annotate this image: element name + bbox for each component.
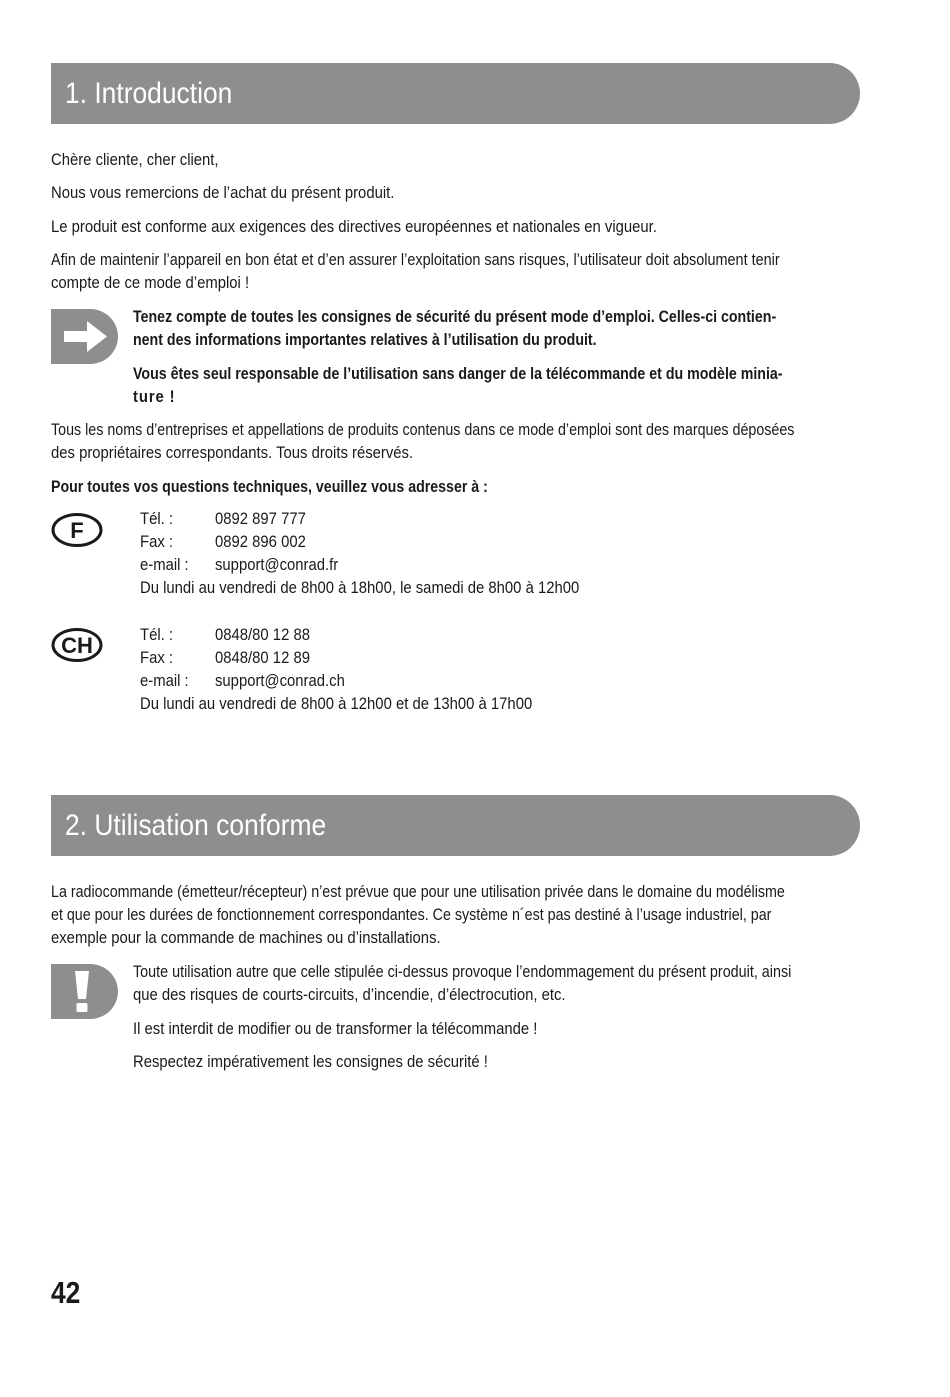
france-badge-icon: [51, 512, 103, 548]
usage-text-line1: La radiocommande (émetteur/récepteur) n’est prévue que pour une utilisation privée dans le domaine du modélisme: [51, 883, 785, 901]
ch-email-label: e-mail :: [140, 672, 189, 690]
ch-email-value: support@conrad.ch: [215, 672, 345, 690]
section-header-introduction: [51, 63, 860, 124]
usage-text-line3: exemple pour la commande de machines ou d’installations.: [51, 929, 441, 947]
thanks-text: Nous vous remercions de l’achat du présent produit.: [51, 184, 395, 202]
ch-fax-label: Fax :: [140, 649, 174, 667]
note-safety-line1: Tenez compte de toutes les consignes de sécurité du présent mode d’emploi. Celles-ci contien-: [133, 308, 777, 326]
section-header-utilisation: [51, 795, 860, 856]
maintain-text-line2: compte de ce mode d’emploi !: [51, 274, 250, 292]
fr-email-value: support@conrad.fr: [215, 556, 339, 574]
fr-tel-label: Tél. :: [140, 510, 174, 528]
arrow-right-icon: [51, 309, 118, 364]
page-number: 42: [51, 1275, 81, 1310]
fr-tel-value: 0892 897 777: [215, 510, 306, 528]
fr-fax-value: 0892 896 002: [215, 533, 306, 551]
ch-tel-label: Tél. :: [140, 626, 174, 644]
france-badge-label: F: [70, 518, 84, 543]
note-responsibility-line2: ture !: [133, 388, 176, 406]
ch-hours: Du lundi au vendredi de 8h00 à 12h00 et de 13h00 à 17h00: [140, 695, 533, 713]
note-responsibility-line1: Vous êtes seul responsable de l’utilisation sans danger de la télécommande et du modèle minia-: [133, 365, 783, 383]
conformity-text: Le produit est conforme aux exigences des directives européennes et nationales en vigueur.: [51, 218, 657, 236]
warning-misuse-line2: que des risques de courts-circuits, d’incendie, d’électrocution, etc.: [133, 986, 566, 1004]
trademark-text-line2: des propriétaires correspondants. Tous droits réservés.: [51, 444, 414, 462]
greeting-text: Chère cliente, cher client,: [51, 151, 219, 169]
ch-tel-value: 0848/80 12 88: [215, 626, 310, 644]
fr-fax-label: Fax :: [140, 533, 174, 551]
questions-heading: Pour toutes vos questions techniques, veuillez vous adresser à :: [51, 478, 488, 496]
ch-fax-value: 0848/80 12 89: [215, 649, 310, 667]
fr-email-label: e-mail :: [140, 556, 189, 574]
section-title: 1. Introduction: [65, 76, 233, 110]
fr-hours: Du lundi au vendredi de 8h00 à 18h00, le samedi de 8h00 à 12h00: [140, 579, 580, 597]
warning-misuse-line1: Toute utilisation autre que celle stipulée ci-dessus provoque l’endommagement du présent produit, ainsi: [133, 963, 792, 981]
note-safety-line2: nent des informations importantes relatives à l’utilisation du produit.: [133, 331, 597, 349]
warning-respect: Respectez impérativement les consignes de sécurité !: [133, 1053, 488, 1071]
exclamation-icon: [51, 964, 118, 1019]
maintain-text-line1: Afin de maintenir l’appareil en bon état et d’en assurer l’exploitation sans risques, l’utilisateur doit absolument tenir: [51, 251, 780, 269]
switzerland-badge-icon: [51, 627, 103, 663]
warning-modify: Il est interdit de modifier ou de transformer la télécommande !: [133, 1020, 538, 1038]
usage-text-line2: et que pour les durées de fonctionnement correspondantes. Ce système n´est pas destiné à l’usage industriel, par: [51, 906, 772, 924]
section-title: 2. Utilisation conforme: [65, 808, 327, 842]
trademark-text-line1: Tous les noms d’entreprises et appellations de produits contenus dans ce mode d’emploi sont des marques déposées: [51, 421, 795, 439]
switzerland-badge-label: CH: [61, 633, 93, 658]
